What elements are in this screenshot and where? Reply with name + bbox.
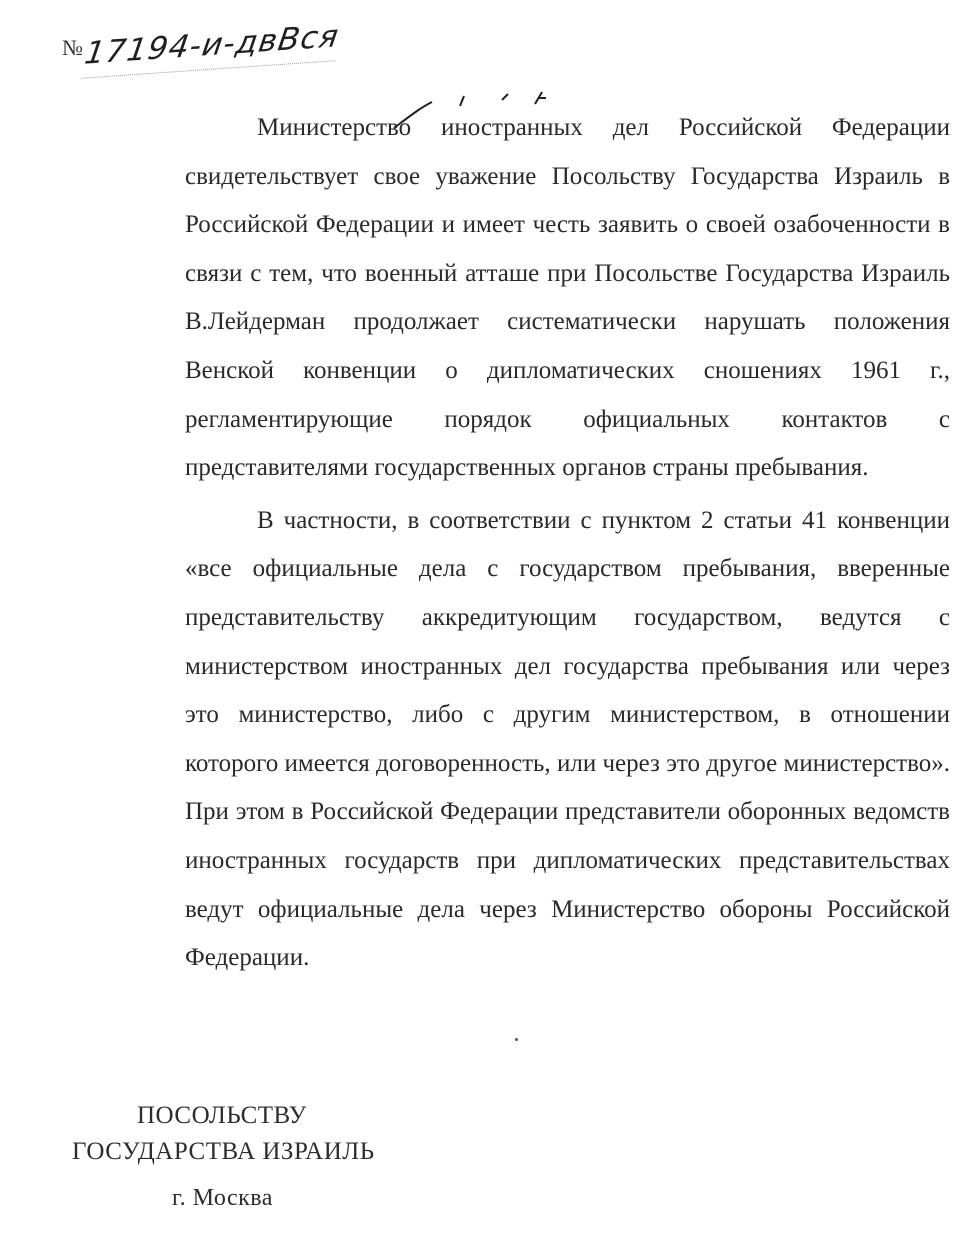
handwritten-document-number: 17194-и-двВся [81, 18, 341, 78]
addressee-city: г. Москва [172, 1185, 273, 1211]
paragraph-1: Министерство иностранных дел Российской Федерации свидетельствует свое уважение Посольству Государства Израиль в Российской Федерации и имеет честь заявить о своей озабоченности в связи с тем, что военный атташе при Посольстве Государства Израиль В.Лейдерман продолжает систематически нарушать положения Венской конвенции о дипломатических сношениях 1961 г., регламентирующие порядок официальных контактов с представителями государственных органов страны пребывания. [185, 114, 950, 482]
document-number [62, 17, 342, 78]
paragraph-2: В частности, в соответствии с пунктом 2 статьи 41 конвенции «все официальные дела с государством пребывания, вверенные представительству аккредитующим государством, ведутся с министерством иностранных дел государства пребывания или через это министерство, либо с другим министерством, в отношении которого имеется договоренность, или через это другое министерство». При этом в Российской Федерации представители оборонных ведомств иностранных государств при дипломатических представительствах ведут официальные дела через Министерство обороны Российской Федерации. [185, 506, 950, 972]
stray-mark [515, 1038, 518, 1041]
number-sign: № [62, 35, 82, 60]
addressee-line-2: ГОСУДАРСТВА ИЗРАИЛЬ [72, 1138, 375, 1165]
letter-body [185, 104, 950, 983]
addressee-line-1: ПОСОЛЬСТВУ [137, 1102, 307, 1129]
